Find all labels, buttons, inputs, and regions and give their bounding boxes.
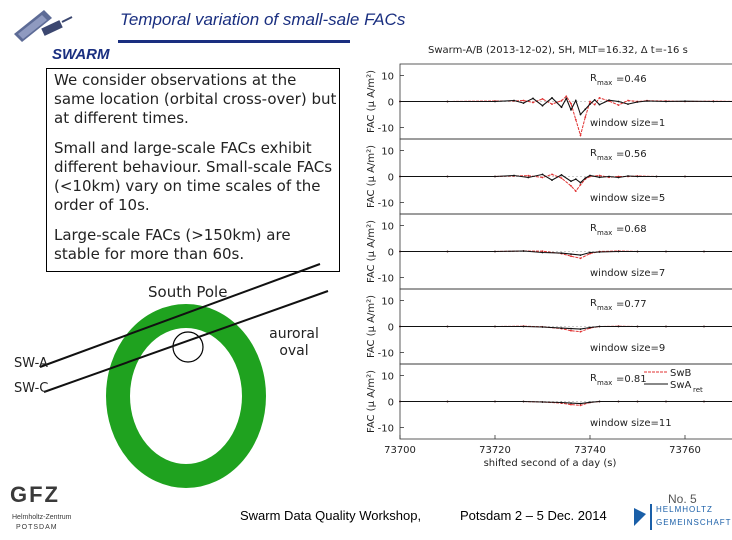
series-point-swa — [447, 251, 449, 253]
series-point-swa — [618, 326, 620, 328]
series-point-swb — [561, 100, 563, 102]
series-point-swa — [637, 176, 639, 178]
series-point-swa — [542, 252, 544, 254]
series-point-swa — [447, 176, 449, 178]
series-point-swa — [542, 401, 544, 403]
y-axis-label: FAC (µ A/m²) — [366, 70, 377, 133]
series-point-swa — [447, 101, 449, 103]
y-tick-label: -10 — [377, 198, 394, 210]
series-point-swa — [618, 101, 620, 103]
helmholtz-logo — [632, 500, 732, 534]
series-point-swa — [565, 98, 567, 100]
series-point-swa — [589, 175, 591, 177]
series-point-swa — [599, 176, 601, 178]
rmax-value: =0.77 — [616, 299, 647, 310]
series-point-swa — [580, 114, 582, 116]
series-point-swb — [618, 104, 620, 106]
series-point-swa — [665, 101, 667, 103]
y-axis-label: FAC (µ A/m²) — [366, 370, 377, 433]
series-point-swb — [542, 98, 544, 100]
gfz-logo-text: GFZ — [10, 482, 60, 507]
series-point-swa — [599, 251, 601, 253]
legend-swb-label: SwB — [670, 368, 692, 379]
series-point-swb — [580, 331, 582, 333]
y-tick-label: 10 — [381, 221, 394, 233]
paragraph-observations: We consider observations at the same location (orbital cross-over) but at different times. — [54, 71, 337, 127]
rmax-subscript: max — [597, 229, 613, 237]
series-point-swa — [542, 105, 544, 107]
rmax-label: R — [590, 298, 597, 309]
y-tick-label: -10 — [377, 423, 394, 435]
series-point-swa — [656, 176, 658, 178]
legend-swa-label: SwA — [670, 380, 692, 391]
series-point-swb — [542, 177, 544, 179]
rmax-label: R — [590, 373, 597, 384]
rmax-subscript: max — [597, 304, 613, 312]
series-point-swb — [575, 119, 577, 121]
series-point-swa — [703, 401, 705, 403]
rmax-subscript: max — [597, 154, 613, 162]
footer-dates: Potsdam 2 – 5 Dec. 2014 — [460, 508, 607, 523]
rmax-subscript: max — [597, 379, 613, 387]
rmax-label: R — [590, 148, 597, 159]
x-tick-label: 73760 — [669, 445, 701, 456]
x-tick-label: 73740 — [574, 445, 606, 456]
series-point-swa — [494, 101, 496, 103]
series-point-swa — [532, 98, 534, 100]
series-point-swb — [589, 101, 591, 103]
south-pole-label: South Pole — [148, 283, 228, 301]
series-point-swa — [599, 326, 601, 328]
series-point-swa — [665, 326, 667, 328]
series-point-swa — [527, 177, 529, 179]
series-point-swa — [523, 102, 525, 104]
series-point-swa — [513, 175, 515, 177]
series-point-swa — [575, 178, 577, 180]
series-point-swa — [684, 100, 686, 102]
series-point-swa — [561, 174, 563, 176]
rmax-value: =0.81 — [616, 374, 647, 385]
series-point-swa — [703, 251, 705, 253]
series-point-swb — [580, 184, 582, 186]
series-point-swa — [580, 403, 582, 405]
series-point-swb — [580, 405, 582, 407]
gfz-logo-location: POTSDAM — [16, 524, 58, 531]
series-point-swb — [599, 97, 601, 99]
y-tick-label: -10 — [377, 123, 394, 135]
series-point-swa — [665, 401, 667, 403]
y-tick-label: 10 — [381, 71, 394, 83]
y-tick-label: 0 — [387, 97, 394, 109]
series-line-swa — [400, 402, 732, 404]
series-point-swb — [570, 103, 572, 105]
series-point-swa — [570, 253, 572, 255]
y-axis-label: FAC (µ A/m²) — [366, 220, 377, 283]
series-point-swb — [565, 95, 567, 97]
series-point-swa — [551, 97, 553, 99]
series-point-swb — [551, 103, 553, 105]
chart-title: Swarm-A/B (2013-12-02), SH, MLT=16.32, Δ t=-16 s — [428, 45, 688, 56]
window-size-label: window size=11 — [590, 418, 672, 429]
series-point-swb — [570, 185, 572, 187]
series-point-swb — [561, 177, 563, 179]
x-axis-label: shifted second of a day (s) — [483, 458, 617, 469]
window-size-label: window size=1 — [590, 118, 666, 129]
y-tick-label: 0 — [387, 247, 394, 259]
series-point-swa — [494, 326, 496, 328]
series-point-swa — [637, 401, 639, 403]
rmax-label: R — [590, 73, 597, 84]
helmholtz-divider — [650, 504, 652, 530]
x-tick-label: 73700 — [384, 445, 416, 456]
footer-workshop: Swarm Data Quality Workshop, — [240, 508, 422, 523]
series-point-swa — [594, 99, 596, 101]
series-point-swa — [399, 401, 401, 403]
series-point-swa — [447, 401, 449, 403]
series-point-swb — [584, 116, 586, 118]
y-tick-label: -10 — [377, 273, 394, 285]
series-point-swb — [627, 100, 629, 102]
x-tick-label: 73720 — [479, 445, 511, 456]
helmholtz-logo-line2: GEMEINSCHAFT — [656, 518, 732, 527]
slide-title: Temporal variation of small-sale FACs — [120, 10, 406, 29]
series-point-swa — [646, 100, 648, 102]
series-point-swb — [594, 104, 596, 106]
series-line-swb — [400, 251, 732, 258]
series-point-swa — [618, 177, 620, 179]
series-point-swa — [589, 252, 591, 254]
series-point-swa — [561, 402, 563, 404]
window-size-label: window size=7 — [590, 268, 666, 279]
series-point-swa — [542, 174, 544, 176]
series-point-swa — [542, 326, 544, 328]
rmax-value: =0.56 — [616, 149, 647, 160]
series-point-swa — [551, 179, 553, 181]
series-point-swa — [637, 101, 639, 103]
series-point-swb — [570, 255, 572, 257]
gfz-logo-subtitle: Helmholtz-Zentrum — [12, 514, 72, 521]
auroral-oval-label: auroral oval — [269, 326, 319, 359]
fac-chart — [340, 40, 720, 470]
series-point-swa — [399, 101, 401, 103]
series-point-swa — [684, 176, 686, 178]
page-number: No. 5 — [668, 492, 697, 506]
series-point-swa — [618, 251, 620, 253]
series-point-swa — [584, 177, 586, 179]
series-point-swa — [523, 250, 525, 252]
series-point-swa — [494, 401, 496, 403]
y-tick-label: 0 — [387, 397, 394, 409]
y-tick-label: -10 — [377, 348, 394, 360]
series-point-swa — [713, 101, 715, 103]
series-point-swb — [580, 134, 582, 136]
series-point-swa — [627, 175, 629, 177]
sw-c-label: SW-C — [14, 381, 49, 396]
series-point-swa — [703, 326, 705, 328]
y-tick-label: 10 — [381, 371, 394, 383]
series-point-swb — [599, 175, 601, 177]
series-point-swb — [551, 174, 553, 176]
helmholtz-logo-line1: HELMHOLTZ — [656, 505, 713, 514]
series-point-swa — [608, 176, 610, 178]
series-point-swa — [608, 99, 610, 101]
series-point-swa — [637, 251, 639, 253]
paragraph-large-scale: Large-scale FACs (>150km) are stable for more than 60s. — [54, 226, 291, 263]
series-point-swb — [575, 190, 577, 192]
y-axis-label: FAC (µ A/m²) — [366, 145, 377, 208]
series-point-swa — [599, 104, 601, 106]
rmax-label: R — [590, 223, 597, 234]
rmax-subscript: max — [597, 79, 613, 87]
rmax-value: =0.68 — [616, 224, 647, 235]
legend-swa-subscript: ret — [693, 386, 703, 394]
series-point-swa — [447, 326, 449, 328]
window-size-label: window size=5 — [590, 193, 666, 204]
series-point-swa — [523, 401, 525, 403]
y-tick-label: 10 — [381, 146, 394, 158]
y-tick-label: 0 — [387, 172, 394, 184]
series-point-swb — [532, 102, 534, 104]
rmax-value: =0.46 — [616, 74, 647, 85]
series-line-swa — [400, 98, 732, 115]
series-point-swa — [399, 176, 401, 178]
y-tick-label: 0 — [387, 322, 394, 334]
swarm-logo-text: SWARM — [52, 46, 110, 63]
series-point-swa — [580, 254, 582, 256]
series-point-swa — [561, 327, 563, 329]
series-point-swa — [513, 100, 515, 102]
series-point-swa — [665, 251, 667, 253]
series-point-swa — [580, 328, 582, 330]
series-point-swa — [399, 251, 401, 253]
series-point-swa — [627, 103, 629, 105]
series-point-swa — [561, 252, 563, 254]
sw-a-label: SW-A — [14, 356, 48, 371]
series-point-swa — [637, 326, 639, 328]
series-point-swa — [599, 401, 601, 403]
y-axis-label: FAC (µ A/m²) — [366, 295, 377, 358]
series-point-swa — [589, 401, 591, 403]
series-point-swa — [570, 402, 572, 404]
series-point-swa — [589, 327, 591, 329]
series-point-swa — [570, 328, 572, 330]
series-point-swa — [494, 251, 496, 253]
series-point-swb — [570, 330, 572, 332]
series-point-swa — [575, 100, 577, 102]
series-point-swa — [589, 103, 591, 105]
series-point-swa — [399, 326, 401, 328]
series-point-swa — [570, 109, 572, 111]
gfz-logo — [6, 480, 72, 536]
series-point-swa — [523, 326, 525, 328]
series-point-swa — [494, 176, 496, 178]
series-point-swb — [527, 175, 529, 177]
y-tick-label: 10 — [381, 296, 394, 308]
paragraph-behaviour: Small and large-scale FACs exhibit different behaviour. Small-scale FACs (<10km) vary on time scales of the order of 10s. — [54, 139, 333, 214]
series-point-swa — [570, 180, 572, 182]
helmholtz-mark-icon — [632, 506, 648, 528]
series-line-swb — [400, 402, 732, 406]
series-point-swb — [580, 257, 582, 259]
series-point-swa — [580, 182, 582, 184]
series-point-swb — [523, 100, 525, 102]
series-point-swa — [584, 108, 586, 110]
series-line-swb — [400, 96, 732, 135]
series-line-swa — [400, 327, 732, 330]
series-point-swa — [561, 106, 563, 108]
window-size-label: window size=9 — [590, 343, 666, 354]
series-point-swa — [618, 401, 620, 403]
